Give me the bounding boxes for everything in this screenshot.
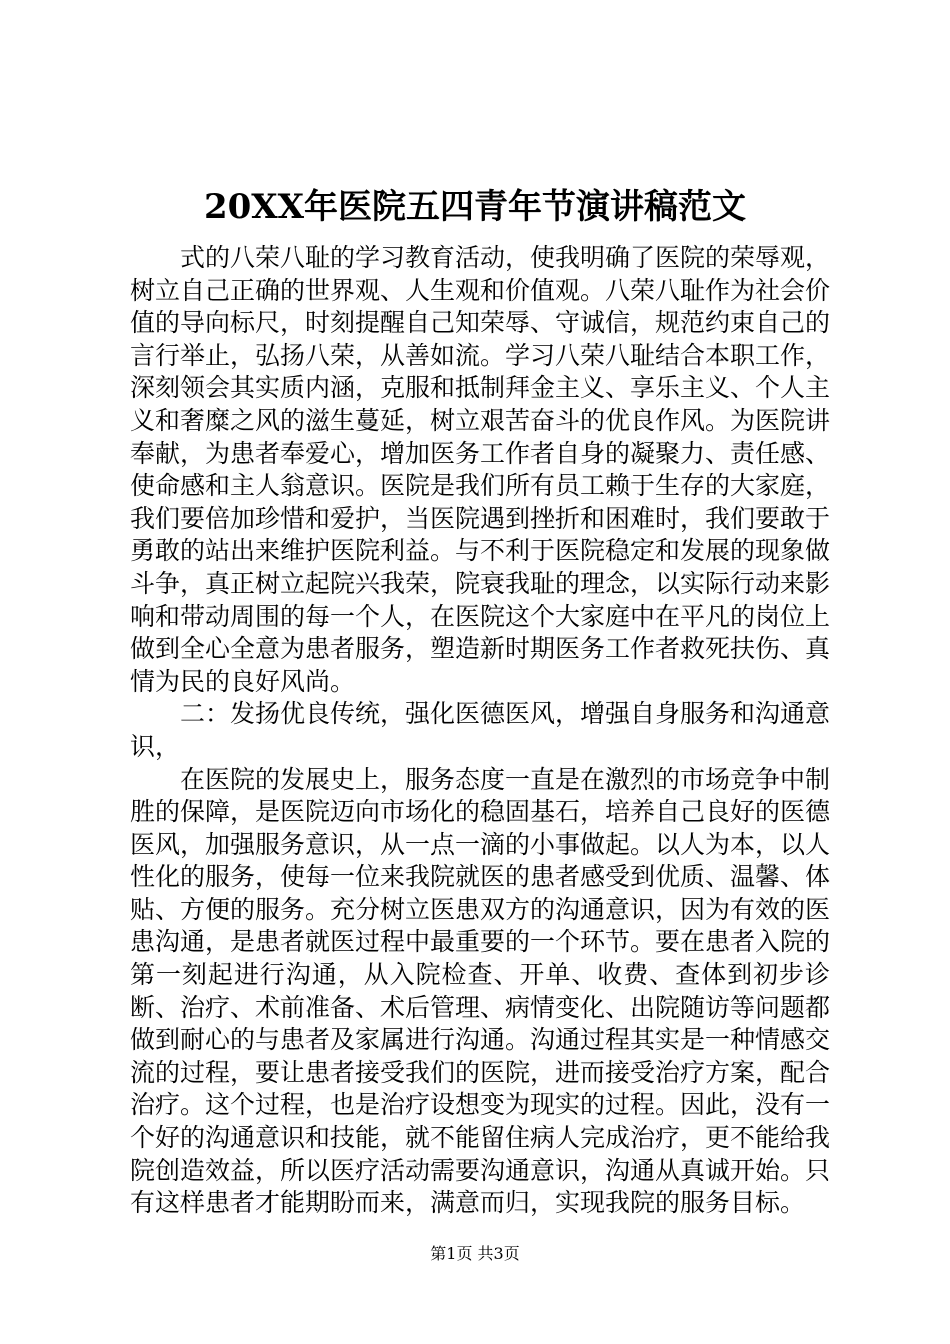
paragraph-3: 在医院的发展史上，服务态度一直是在激烈的市场竞争中制胜的保障，是医院迈向市场化的稳固基石，培养自己良好的医德医风，加强服务意识，从一点一滴的小事做起。以人为本，以人性化的服务，使每一位来我院就医的患者感受到优质、温馨、体贴、方便的服务。充分树立医患双方的沟通意识，因为有效的医患沟通，是患者就医过程中最重要的一个环节。要在患者入院的第一刻起进行沟通，从入院检查、开单、收费、查体到初步诊断、治疗、术前准备、术后管理、病情变化、出院随访等问题都做到耐心的与患者及家属进行沟通。沟通过程其实是一种情感交流的过程，要让患者接受我们的医院，进而接受治疗方案，配合治疗。这个过程，也是治疗设想变为现实的过程。因此，没有一个好的沟通意识和技能，就不能留住病人完成治疗，更不能给我院创造效益，所以医疗活动需要沟通意识，沟通从真诚开始。只有这样患者才能期盼而来，满意而归，实现我院的服务目标。 [130, 764, 831, 1218]
page-footer [0, 1243, 950, 1265]
page-number-label: 第1页 共3页 [430, 1244, 520, 1263]
paragraph-1: 式的八荣八耻的学习教育活动，使我明确了医院的荣辱观，树立自己正确的世界观、人生观和价值观。八荣八耻作为社会价值的导向标尺，时刻提醒自己知荣辱、守诚信，规范约束自己的言行举止，弘扬八荣，从善如流。学习八荣八耻结合本职工作，深刻领会其实质内涵，克服和抵制拜金主义、享乐主义、个人主义和奢糜之风的滋生蔓延，树立艰苦奋斗的优良作风。为医院讲奉献，为患者奉爱心，增加医务工作者自身的凝聚力、责任感、使命感和主人翁意识。医院是我们所有员工赖于生存的大家庭，我们要倍加珍惜和爱护，当医院遇到挫折和困难时，我们要敢于勇敢的站出来维护医院利益。与不利于医院稳定和发展的现象做斗争，真正树立起院兴我荣，院衰我耻的理念，以实际行动来影响和带动周围的每一个人，在医院这个大家庭中在平凡的岗位上做到全心全意为患者服务，塑造新时期医务工作者救死扶伤、真情为民的良好风尚。 [130, 243, 831, 696]
paragraph-2-section-heading: 二：发扬优良传统，强化医德医风，增强自身服务和沟通意识， [130, 699, 831, 761]
document-body [130, 242, 830, 1220]
document-title: 20XX年医院五四青年节演讲稿范文 [203, 187, 747, 227]
